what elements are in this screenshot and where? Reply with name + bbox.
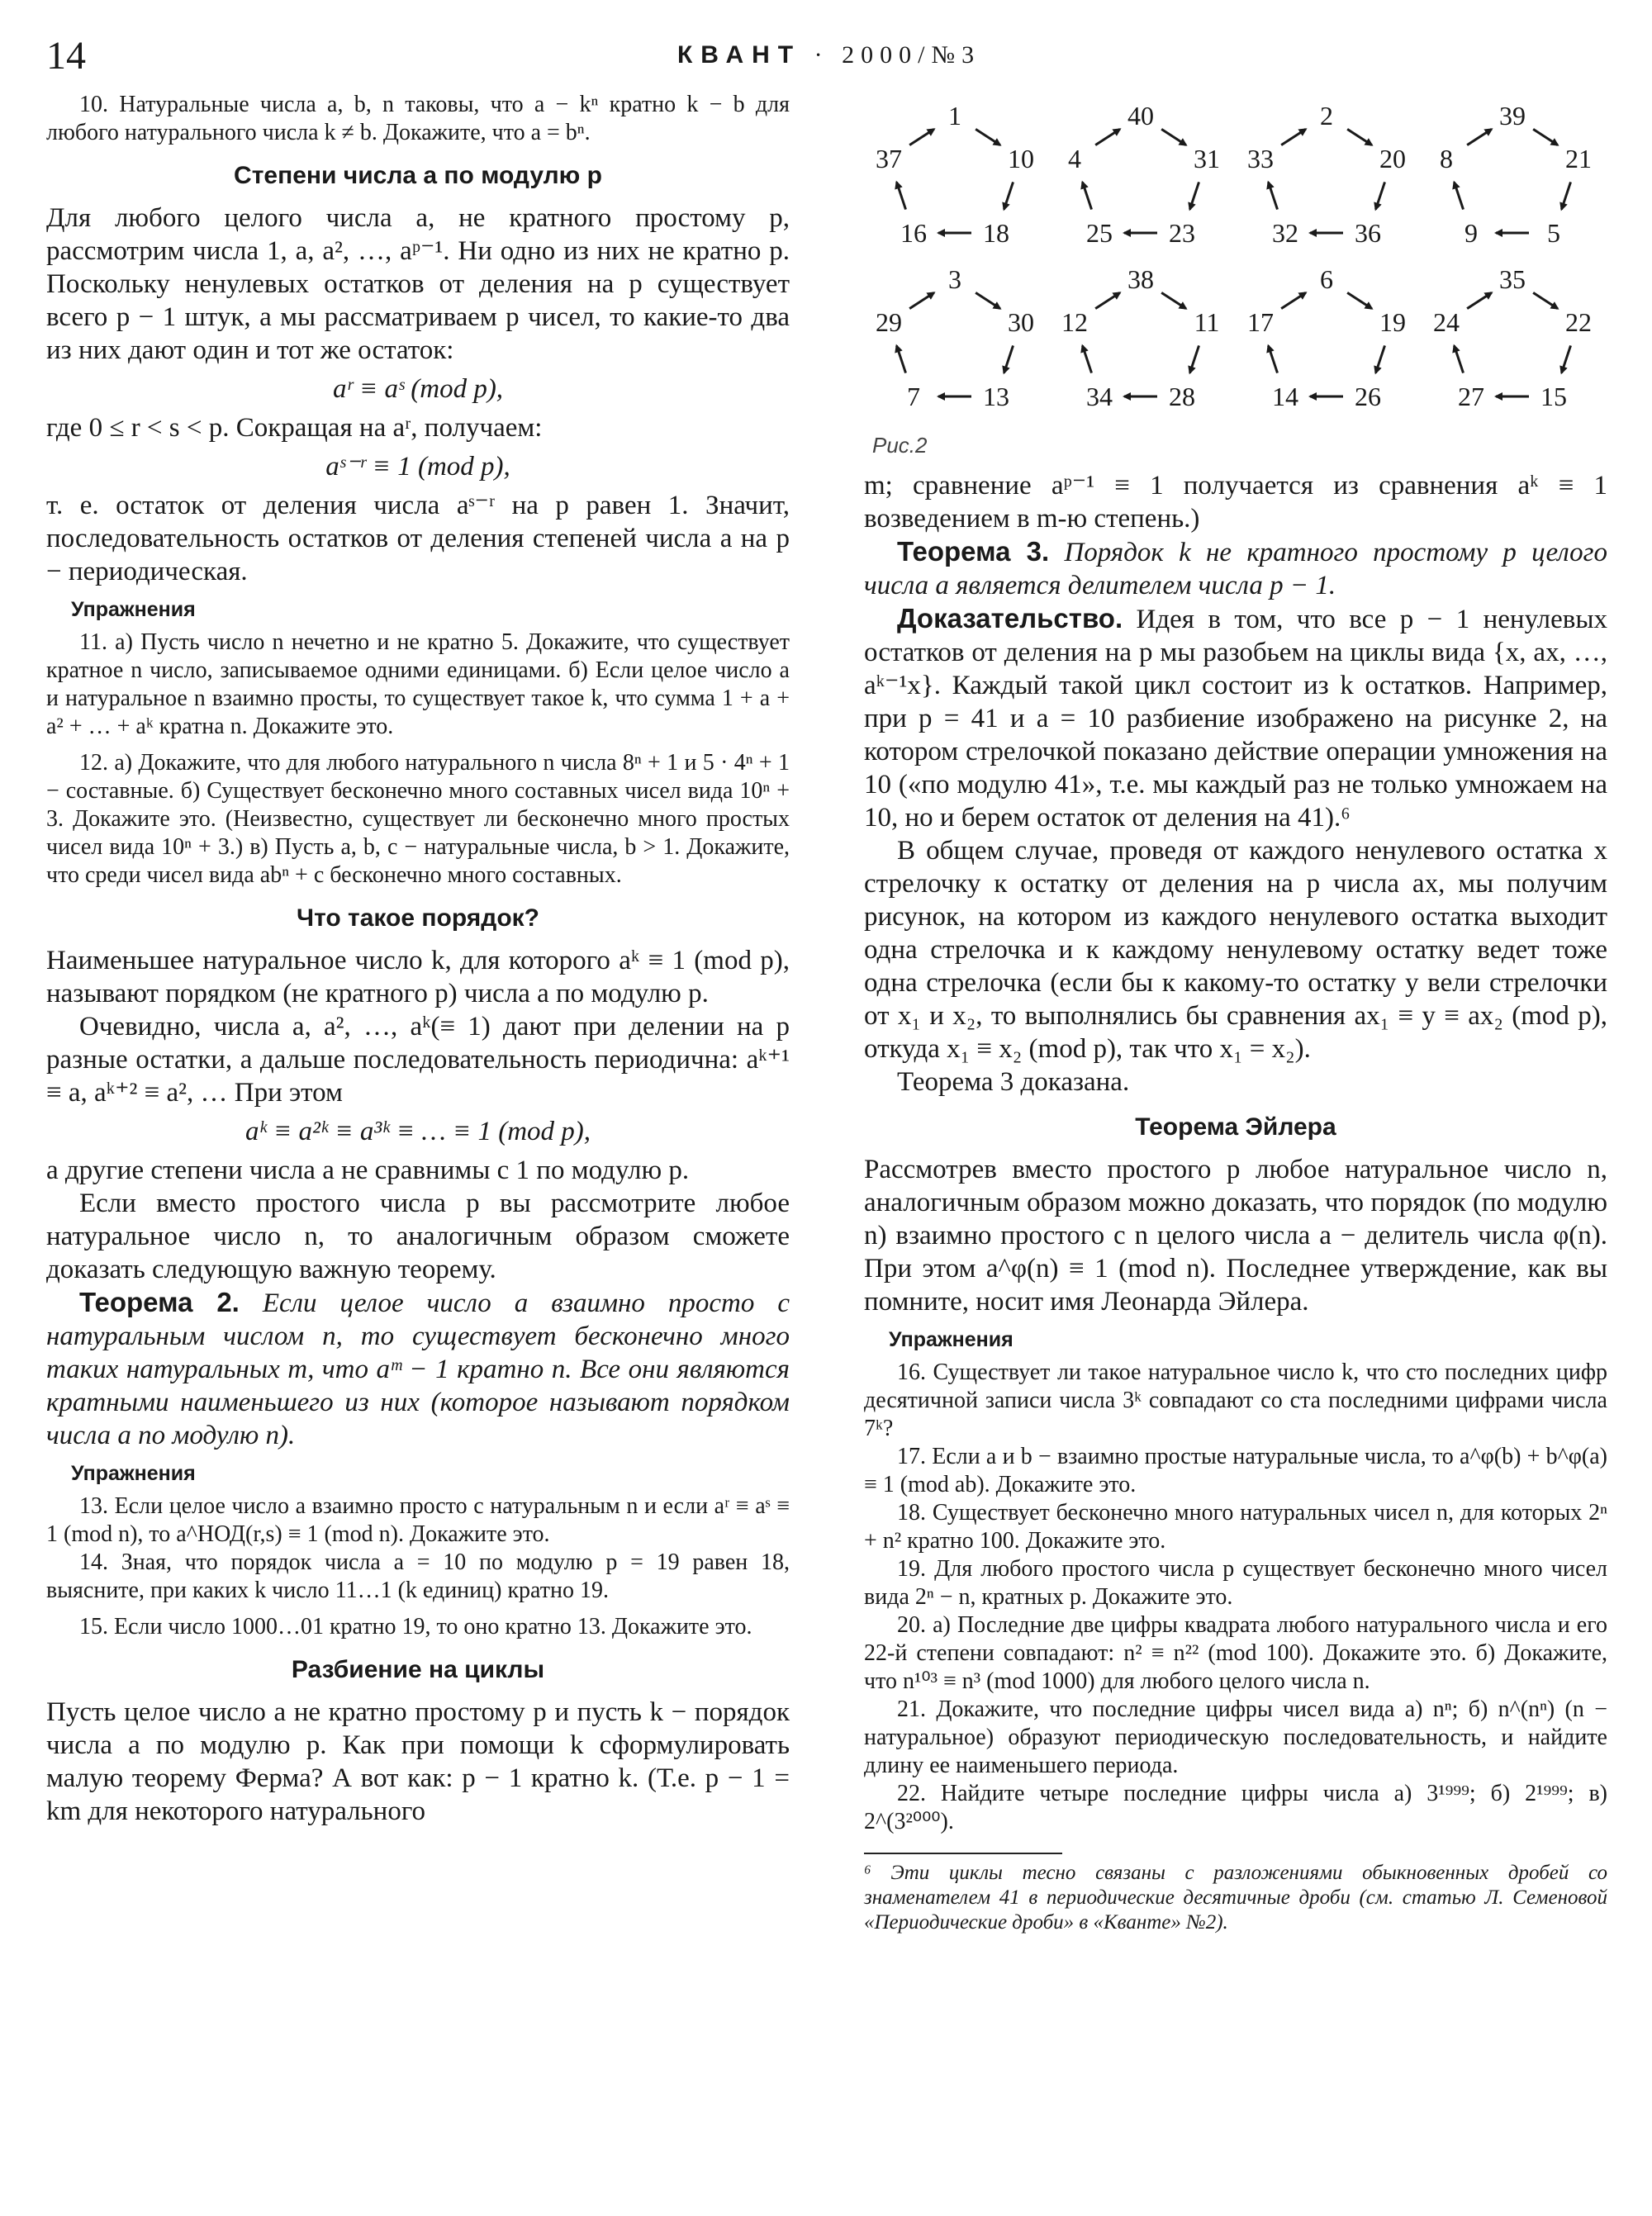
residue-label: 23 <box>1169 218 1195 248</box>
arrow <box>1004 182 1013 209</box>
arrow <box>1375 182 1384 209</box>
exercise-12: 12. а) Докажите, что для любого натурального n числа 8ⁿ + 1 и 5 · 4ⁿ + 1 − составные. б) Существует бесконечно много составных чисел вида 10ⁿ + 3. Докажите это. (Неизвестно, существует ли бесконечно много простых чисел вида 10ⁿ + 3.) в) Пусть a, b, c − натуральные числа, b > 1. Докажите, что среди чисел вида abⁿ + c бесконечно много составных. <box>46 750 790 888</box>
residue-label: 5 <box>1547 218 1560 248</box>
theorem-2-body: Если целое число a взаимно просто с натуральным числом n, то существует бесконечно много таких натуральных m, что aᵐ − 1 кратно n. Все они являются кратными наименьшего из них (которое называют порядком числа a по модулю n). <box>46 1288 790 1450</box>
residue-label: 39 <box>1499 101 1526 130</box>
arrow <box>896 182 905 209</box>
arrow <box>1189 345 1199 372</box>
residue-label: 6 <box>1320 264 1333 294</box>
theorem-3-heading: Теорема 3. <box>897 536 1050 567</box>
residue-label: 36 <box>1355 218 1381 248</box>
residue-label: 13 <box>983 382 1009 411</box>
arrow <box>1161 129 1186 145</box>
paragraph: Пусть целое число a не кратно простому p и пусть k − порядок числа a по модулю p. Как при помощи k сформулировать малую теорему Ферма? А вот как: p − 1 кратно k. (Т.е. p − 1 = km для некоторого натурального <box>46 1697 790 1826</box>
arrow <box>909 292 934 308</box>
exercises-heading: Упражнения <box>71 1462 196 1485</box>
paragraph: Для любого целого числа a, не кратного простому p, рассмотрим числа 1, a, a², …, aᵖ⁻¹. Ни одно из них не кратно p. Поскольку ненулевых остатков от деления на p существует всего p − 1 штук, а мы рассматриваем p чисел, то какие-то два из них дают один и тот же остаток: <box>46 203 790 365</box>
exercise-16: 16. Существует ли такое натуральное число k, что сто последних цифр десятичной записи числа 3ᵏ совпадают со ста последними цифрами числа 7ᵏ? <box>864 1359 1607 1441</box>
arrow <box>1561 345 1570 372</box>
residue-label: 7 <box>907 382 920 411</box>
arrow <box>1533 292 1558 308</box>
proof-heading: Доказательство. <box>897 603 1123 633</box>
formula: aˢ⁻ʳ ≡ 1 (mod p), <box>325 452 510 482</box>
exercise-17: 17. Если a и b − взаимно простые натуральные числа, то a^φ(b) + b^φ(a) ≡ 1 (mod ab). Докажите это. <box>864 1444 1607 1497</box>
proof-body: Идея в том, что все p − 1 ненулевых остатков от деления на p мы разобьем на циклы вида {x, ax, …, aᵏ⁻¹x}. Каждый такой цикл состоит из k остатков. Например, при p = 41 и a = 10 разбиение изображено на рисунке 2, на котором стрелочкой показано действие операции умножения на 10 («по модулю 41», т.е. мы каждый раз не только умножаем на 10, но и берем остаток от деления на 41).⁶ <box>864 605 1607 833</box>
formula: aʳ ≡ aˢ (mod p), <box>332 374 504 404</box>
arrow <box>1281 129 1306 145</box>
figure-cycles <box>864 91 1607 463</box>
paragraph: m; сравнение aᵖ⁻¹ ≡ 1 получается из сравнения aᵏ ≡ 1 возведением в m-ю степень.) <box>864 471 1607 534</box>
exercise-10: 10. Натуральные числа a, b, n таковы, что a − kⁿ кратно k − b для любого натурального числа k ≠ b. Докажите, что a = bⁿ. <box>46 92 790 145</box>
right-column <box>864 91 1607 1935</box>
arrow <box>896 345 905 372</box>
arrow <box>1268 345 1277 372</box>
arrow <box>1161 292 1186 308</box>
section-title-euler: Теорема Эйлера <box>1135 1113 1336 1141</box>
residue-label: 19 <box>1379 307 1406 337</box>
section-title-cycles: Разбиение на циклы <box>291 1656 545 1683</box>
page-number: 14 <box>46 34 86 78</box>
left-column <box>46 91 790 1828</box>
exercise-13: 13. Если целое число a взаимно просто с натуральным n и если aʳ ≡ aˢ ≡ 1 (mod n), то a^НОД(r,s) ≡ 1 (mod n). Докажите это. <box>46 1493 790 1547</box>
residue-label: 11 <box>1194 307 1220 337</box>
residue-label: 18 <box>983 218 1009 248</box>
paragraph: Очевидно, числа a, a², …, aᵏ(≡ 1) дают при делении на p разные остатки, а дальше последовательность периодична: aᵏ⁺¹ ≡ a, aᵏ⁺² ≡ a², … При этом <box>46 1012 790 1108</box>
exercise-21: 21. Докажите, что последние цифры чисел вида а) nⁿ; б) n^(nⁿ) (n − натуральное) образуют периодическую последовательность, и найдите длину ее наименьшего периода. <box>864 1696 1607 1778</box>
residue-label: 30 <box>1008 307 1034 337</box>
arrow <box>1004 345 1013 372</box>
exercise-18: 18. Существует бесконечно много натуральных чисел n, для которых 2ⁿ + n² кратно 100. Докажите это. <box>864 1500 1607 1554</box>
residue-label: 26 <box>1355 382 1381 411</box>
arrow <box>1467 129 1492 145</box>
arrow <box>1454 182 1463 209</box>
residue-label: 15 <box>1540 382 1567 411</box>
theorem-3-body: Порядок k не кратного простому p целого числа a является делителем числа p − 1. <box>864 538 1607 600</box>
issue-number: · 2000/№3 <box>814 41 981 69</box>
arrow <box>1082 345 1091 372</box>
formula: aᵏ ≡ a²ᵏ ≡ a³ᵏ ≡ … ≡ 1 (mod p), <box>244 1117 591 1146</box>
residue-label: 35 <box>1499 264 1526 294</box>
arrow <box>1189 182 1199 209</box>
paragraph: Если вместо простого числа p вы рассмотрите любое натуральное число n, то аналогичным образом сможете доказать следующую важную теорему. <box>46 1189 790 1284</box>
residue-label: 29 <box>876 307 902 337</box>
figure-caption: Рис.2 <box>872 433 928 458</box>
residue-label: 38 <box>1127 264 1154 294</box>
arrow <box>1082 182 1091 209</box>
residue-label: 24 <box>1433 307 1460 337</box>
arrow <box>1347 292 1372 308</box>
residue-label: 21 <box>1565 144 1592 173</box>
exercises-heading: Упражнения <box>889 1328 1014 1351</box>
residue-label: 8 <box>1440 144 1453 173</box>
residue-label: 28 <box>1169 382 1195 411</box>
arrow <box>1375 345 1384 372</box>
residue-label: 1 <box>948 101 961 130</box>
exercise-20: 20. а) Последние две цифры квадрата любого натурального числа и его 22-й степени совпадают: n² ≡ n²² (mod 100). Докажите это. б) Докажите, что n¹⁰³ ≡ n³ (mod 1000) для любого целого числа n. <box>864 1612 1607 1694</box>
residue-label: 25 <box>1086 218 1113 248</box>
arrow <box>1561 182 1570 209</box>
residue-label: 40 <box>1127 101 1154 130</box>
footnote-6: ⁶ Эти циклы тесно связаны с разложениями обыкновенных дробей со знаменателем 41 в периодические десятичные дроби (см. статью Л. Семеновой «Периодические дроби» в «Кванте» №2). <box>864 1862 1607 1934</box>
arrow <box>976 129 1000 145</box>
exercises-heading: Упражнения <box>71 598 196 621</box>
residue-label: 2 <box>1320 101 1333 130</box>
residue-label: 31 <box>1194 144 1220 173</box>
arrow <box>1454 345 1463 372</box>
residue-label: 37 <box>876 144 902 173</box>
proof <box>864 602 1607 834</box>
arrow <box>1347 129 1372 145</box>
residue-label: 9 <box>1464 218 1478 248</box>
residue-label: 10 <box>1008 144 1034 173</box>
arrow <box>1281 292 1306 308</box>
residue-label: 20 <box>1379 144 1406 173</box>
residue-label: 4 <box>1068 144 1081 173</box>
residue-label: 22 <box>1565 307 1592 337</box>
paragraph: т. е. остаток от деления числа aˢ⁻ʳ на p равен 1. Значит, последовательность остатков от деления степеней числа a на p − периодическая. <box>46 491 790 586</box>
theorem-2 <box>46 1286 790 1452</box>
exercise-15: 15. Если число 1000…01 кратно 19, то оно кратно 13. Докажите это. <box>79 1614 752 1639</box>
residue-label: 33 <box>1247 144 1274 173</box>
paragraph: где 0 ≤ r < s < p. Сокращая на aʳ, получаем: <box>46 413 543 443</box>
arrow <box>1095 129 1120 145</box>
paragraph: В общем случае, проведя от каждого ненулевого остатка x стрелочку к остатку от деления на p числа ax, мы получим рисунок, на котором из каждого ненулевого остатка выходит одна стрелочка и к каждому ненулевому остатку ведет тоже одна стрелочка (если бы к какому-то остатку y вели стрелочки от x₁ и x₂, то выполнялись бы сравнения ax₁ ≡ y ≡ ax₂ (mod p), откуда x₁ ≡ x₂ (mod p), так что x₁ = x₂). <box>864 836 1607 1064</box>
section-title-powers: Степени числа a по модулю p <box>234 162 602 189</box>
running-header <box>677 41 980 69</box>
arrow <box>1467 292 1492 308</box>
arrow <box>1533 129 1558 145</box>
exercise-14: 14. Зная, что порядок числа a = 10 по модулю p = 19 равен 18, выясните, при каких k число 11…1 (k единиц) кратно 19. <box>46 1549 790 1603</box>
residue-label: 3 <box>948 264 961 294</box>
theorem-3 <box>864 535 1607 602</box>
residue-label: 16 <box>900 218 927 248</box>
cycles-diagram <box>864 91 1607 438</box>
residue-label: 12 <box>1061 307 1088 337</box>
exercise-19: 19. Для любого простого числа p существует бесконечно много чисел вида 2ⁿ − n, кратных p. Докажите это. <box>864 1556 1607 1610</box>
residue-label: 17 <box>1247 307 1274 337</box>
arrow <box>976 292 1000 308</box>
residue-label: 27 <box>1458 382 1484 411</box>
paragraph: а другие степени числа a не сравнимы с 1 по модулю p. <box>46 1155 690 1185</box>
footnote-rule <box>864 1853 1062 1854</box>
residue-label: 14 <box>1272 382 1298 411</box>
paragraph: Теорема 3 доказана. <box>897 1067 1130 1097</box>
exercise-22: 22. Найдите четыре последние цифры числа а) 3¹⁹⁹⁹; б) 2¹⁹⁹⁹; в) 2^(3²⁰⁰⁰). <box>864 1781 1607 1834</box>
section-title-order: Что такое порядок? <box>297 904 539 932</box>
theorem-2-heading: Теорема 2. <box>79 1287 240 1317</box>
residue-label: 34 <box>1086 382 1113 411</box>
exercise-11: 11. а) Пусть число n нечетно и не кратно 5. Докажите, что существует кратное n число, записываемое одними единицами. б) Если целое число a и натуральное n взаимно просты, то существует такое k, что сумма 1 + a + a² + … + aᵏ кратна n. Докажите это. <box>46 629 790 739</box>
paragraph: Наименьшее натуральное число k, для которого aᵏ ≡ 1 (mod p), называют порядком (не кратного p) числа a по модулю p. <box>46 946 790 1008</box>
journal-name: КВАНТ <box>677 41 802 69</box>
arrow <box>909 129 934 145</box>
arrow <box>1095 292 1120 308</box>
residue-label: 32 <box>1272 218 1298 248</box>
paragraph: Рассмотрев вместо простого p любое натуральное число n, аналогичным образом можно доказать, что порядок (по модулю n) взаимно простого с n целого числа a − делитель числа φ(n). При этом a^φ(n) ≡ 1 (mod n). Последнее утверждение, как вы помните, носит имя Леонарда Эйлера. <box>864 1155 1607 1317</box>
arrow <box>1268 182 1277 209</box>
